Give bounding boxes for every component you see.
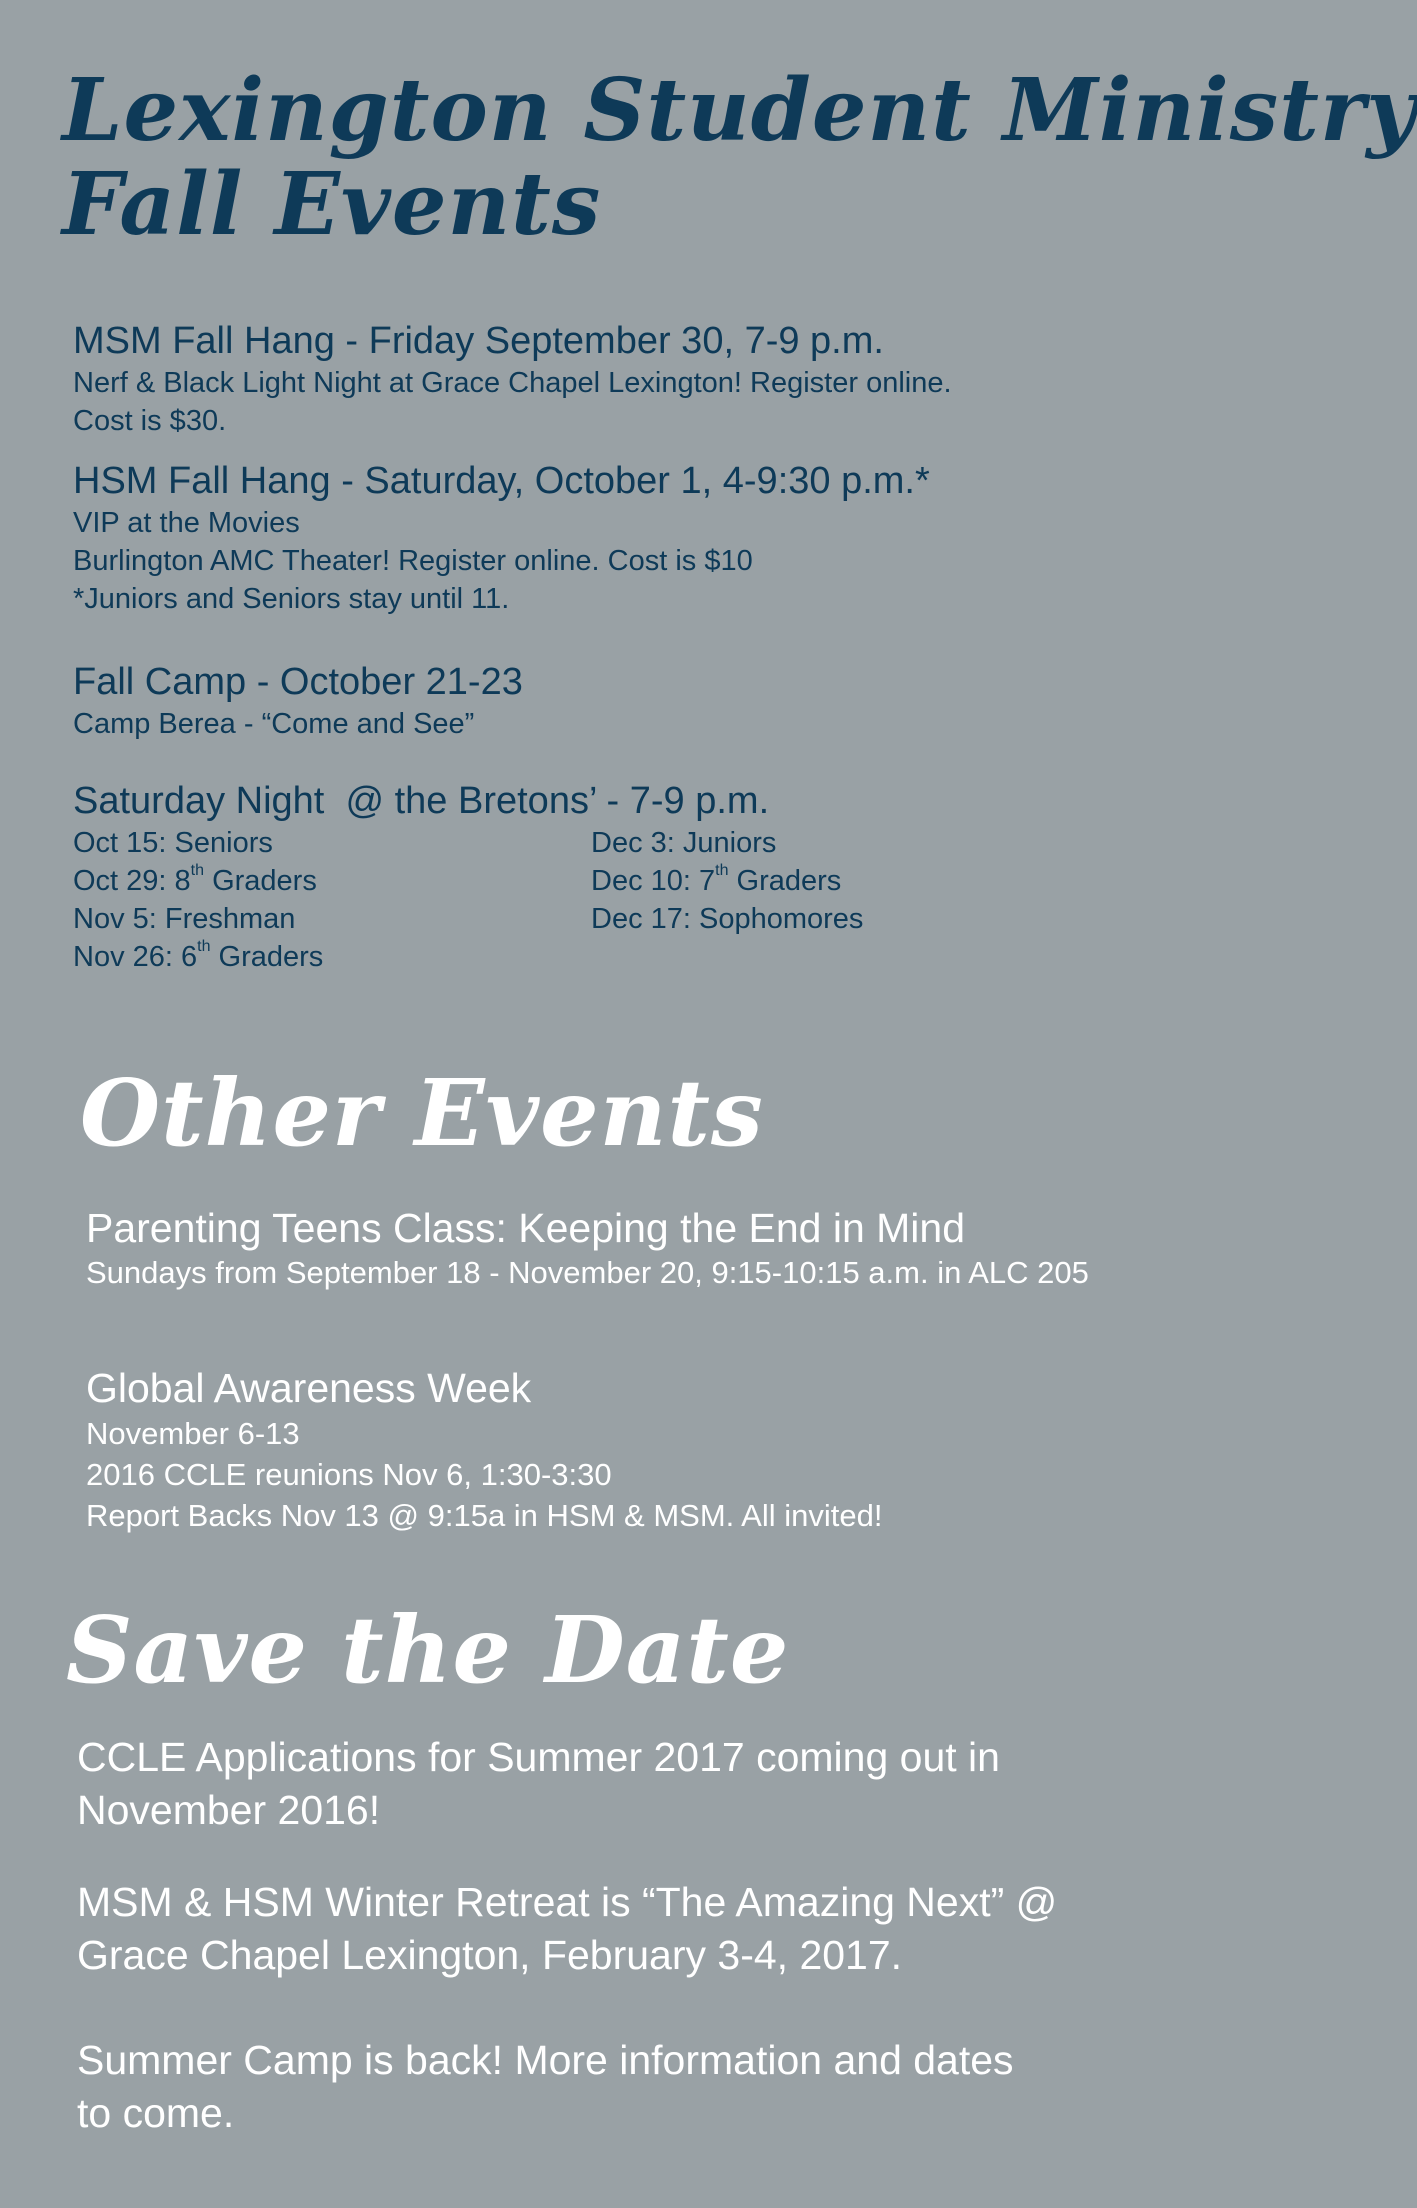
save-the-date-item bbox=[77, 1876, 1057, 1982]
event-heading: Saturday Night @ the Bretons’ - 7-9 p.m. bbox=[73, 780, 770, 822]
schedule-item: Dec 17: Sophomores bbox=[591, 903, 864, 935]
item-line: Summer Camp is back! More information and dates bbox=[77, 2037, 1014, 2083]
event-heading: Global Awareness Week bbox=[86, 1365, 532, 1411]
saturday-night-section bbox=[73, 778, 769, 824]
event-msm-fall-hang bbox=[73, 318, 952, 440]
event-heading: Fall Camp - October 21-23 bbox=[73, 661, 523, 703]
item-line: Grace Chapel Lexington, February 3-4, 2017. bbox=[77, 1932, 903, 1978]
event-detail: VIP at the Movies bbox=[73, 507, 300, 539]
title-line-1: Lexington Student Ministry bbox=[62, 60, 1417, 161]
item-line: CCLE Applications for Summer 2017 coming out in bbox=[77, 1734, 1000, 1780]
schedule-item: Dec 10: 7th Graders bbox=[591, 862, 842, 897]
schedule-item: Oct 29: 8th Graders bbox=[73, 862, 317, 897]
schedule-item: Oct 15: Seniors bbox=[73, 827, 273, 859]
title-line-2: Fall Events bbox=[62, 154, 602, 255]
schedule-item: Nov 5: Freshman bbox=[73, 903, 296, 935]
saturday-night-left-column bbox=[73, 824, 323, 976]
event-detail: *Juniors and Seniors stay until 11. bbox=[73, 583, 510, 615]
event-detail: 2016 CCLE reunions Nov 6, 1:30-3:30 bbox=[86, 1457, 612, 1492]
event-detail: Nerf & Black Light Night at Grace Chapel Lexington! Register online. bbox=[73, 367, 952, 399]
event-heading: HSM Fall Hang - Saturday, October 1, 4-9:30 p.m.* bbox=[73, 460, 930, 502]
event-parenting-teens bbox=[86, 1203, 1089, 1293]
event-detail: Camp Berea - “Come and See” bbox=[73, 708, 475, 740]
event-detail: Report Backs Nov 13 @ 9:15a in HSM & MSM. All invited! bbox=[86, 1498, 883, 1533]
other-events-header: Other Events bbox=[80, 1059, 764, 1167]
saturday-night-right-column bbox=[591, 824, 863, 938]
save-the-date-item bbox=[77, 2034, 1014, 2140]
event-global-awareness-week bbox=[86, 1363, 882, 1536]
schedule-item: Nov 26: 6th Graders bbox=[73, 938, 324, 973]
event-heading: MSM Fall Hang - Friday September 30, 7-9 p.m. bbox=[73, 320, 884, 362]
item-line: to come. bbox=[77, 2090, 235, 2136]
page-title bbox=[62, 60, 1417, 255]
save-the-date-header: Save the Date bbox=[66, 1596, 790, 1704]
event-heading: Parenting Teens Class: Keeping the End in Mind bbox=[86, 1205, 966, 1251]
schedule-item: Dec 3: Juniors bbox=[591, 827, 777, 859]
event-detail: Sundays from September 18 - November 20, 9:15-10:15 a.m. in ALC 205 bbox=[86, 1255, 1089, 1290]
item-line: November 2016! bbox=[77, 1787, 381, 1833]
item-line: MSM & HSM Winter Retreat is “The Amazing Next” @ bbox=[77, 1879, 1058, 1925]
event-detail: Cost is $30. bbox=[73, 405, 227, 437]
event-detail: Burlington AMC Theater! Register online. Cost is $10 bbox=[73, 545, 753, 577]
event-fall-camp bbox=[73, 659, 523, 743]
event-hsm-fall-hang bbox=[73, 458, 930, 618]
save-the-date-item bbox=[77, 1731, 1000, 1837]
event-detail: November 6-13 bbox=[86, 1416, 300, 1451]
